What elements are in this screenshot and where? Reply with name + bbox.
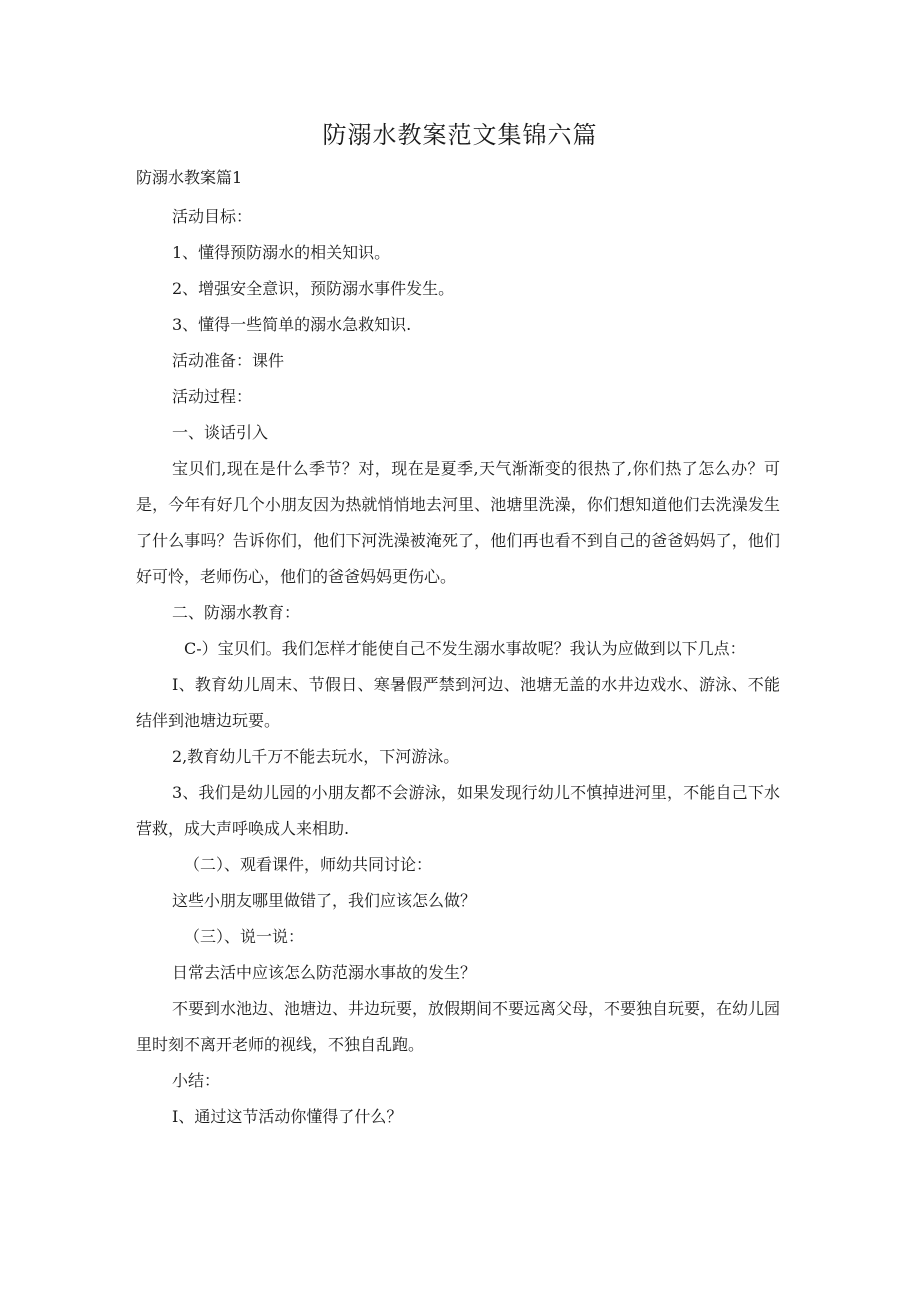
paragraph-part-1-heading: 一、谈话引入 (172, 423, 269, 442)
document-body (136, 199, 780, 1135)
paragraph-summary-1: I、通过这节活动你懂得了什么？ (172, 1107, 403, 1126)
paragraph-subsection-2: （二）、观看课件，师幼共同讨论： (184, 855, 433, 874)
paragraph-rule-2: 2,教育幼儿千万不能去玩水，下河游泳。 (172, 747, 460, 766)
paragraph-goal-1: 1、懂得预防溺水的相关知识。 (172, 243, 391, 262)
document-title: 防溺水教案范文集锦六篇 (322, 121, 598, 149)
paragraph-part-2-heading: 二、防溺水教育： (172, 603, 301, 622)
paragraph-activity-process-label: 活动过程： (172, 387, 253, 406)
paragraph-intro-talk: 宝贝们,现在是什么季节？对，现在是夏季,天气渐渐变的很热了,你们热了怎么办？可是，今年有好几个小朋友因为热就悄悄地去河里、池塘里洗澡，你们想知道他们去洗澡发生了什么事吗？告诉你们，他们下河洗澡被淹死了，他们再也看不到自己的爸爸妈妈了，他们好可怜，老师伤心，他们的爸爸妈妈更伤心。 (136, 459, 780, 586)
paragraph-prevention-question: 日常去活中应该怎么防范溺水事故的发生？ (172, 963, 477, 982)
paragraph-activity-prep: 活动准备：课件 (172, 351, 285, 370)
paragraph-summary-label: 小结： (172, 1071, 221, 1090)
paragraph-prevention-answer: 不要到水池边、池塘边、井边玩要，放假期间不要远离父母，不要独自玩要，在幼儿园里时刻不离开老师的视线，不独自乱跑。 (136, 999, 781, 1054)
paragraph-activity-goals-label: 活动目标： (172, 207, 253, 226)
paragraph-goal-2: 2、增强安全意识，预防溺水事件发生。 (172, 279, 455, 298)
section-heading: 防溺水教案篇1 (136, 168, 243, 187)
paragraph-rule-3: 3、我们是幼儿园的小朋友都不会游泳，如果发现行幼儿不慎掉进河里，不能自己下水营救，成大声呼唤成人来相助. (136, 783, 780, 838)
paragraph-discussion-question: 这些小朋友哪里做错了，我们应该怎么做？ (172, 891, 477, 910)
paragraph-subsection-3: （三）、说一说： (184, 927, 305, 946)
paragraph-rule-1: I、教育幼儿周末、节假日、寒暑假严禁到河边、池塘无盖的水井边戏水、游泳、不能结伴到池塘边玩要。 (136, 675, 780, 730)
paragraph-subsection-1: C-）宝贝们。我们怎样才能使自己不发生溺水事故呢？我认为应做到以下几点： (184, 639, 746, 658)
paragraph-goal-3: 3、懂得一些简单的溺水急救知识. (172, 315, 412, 334)
